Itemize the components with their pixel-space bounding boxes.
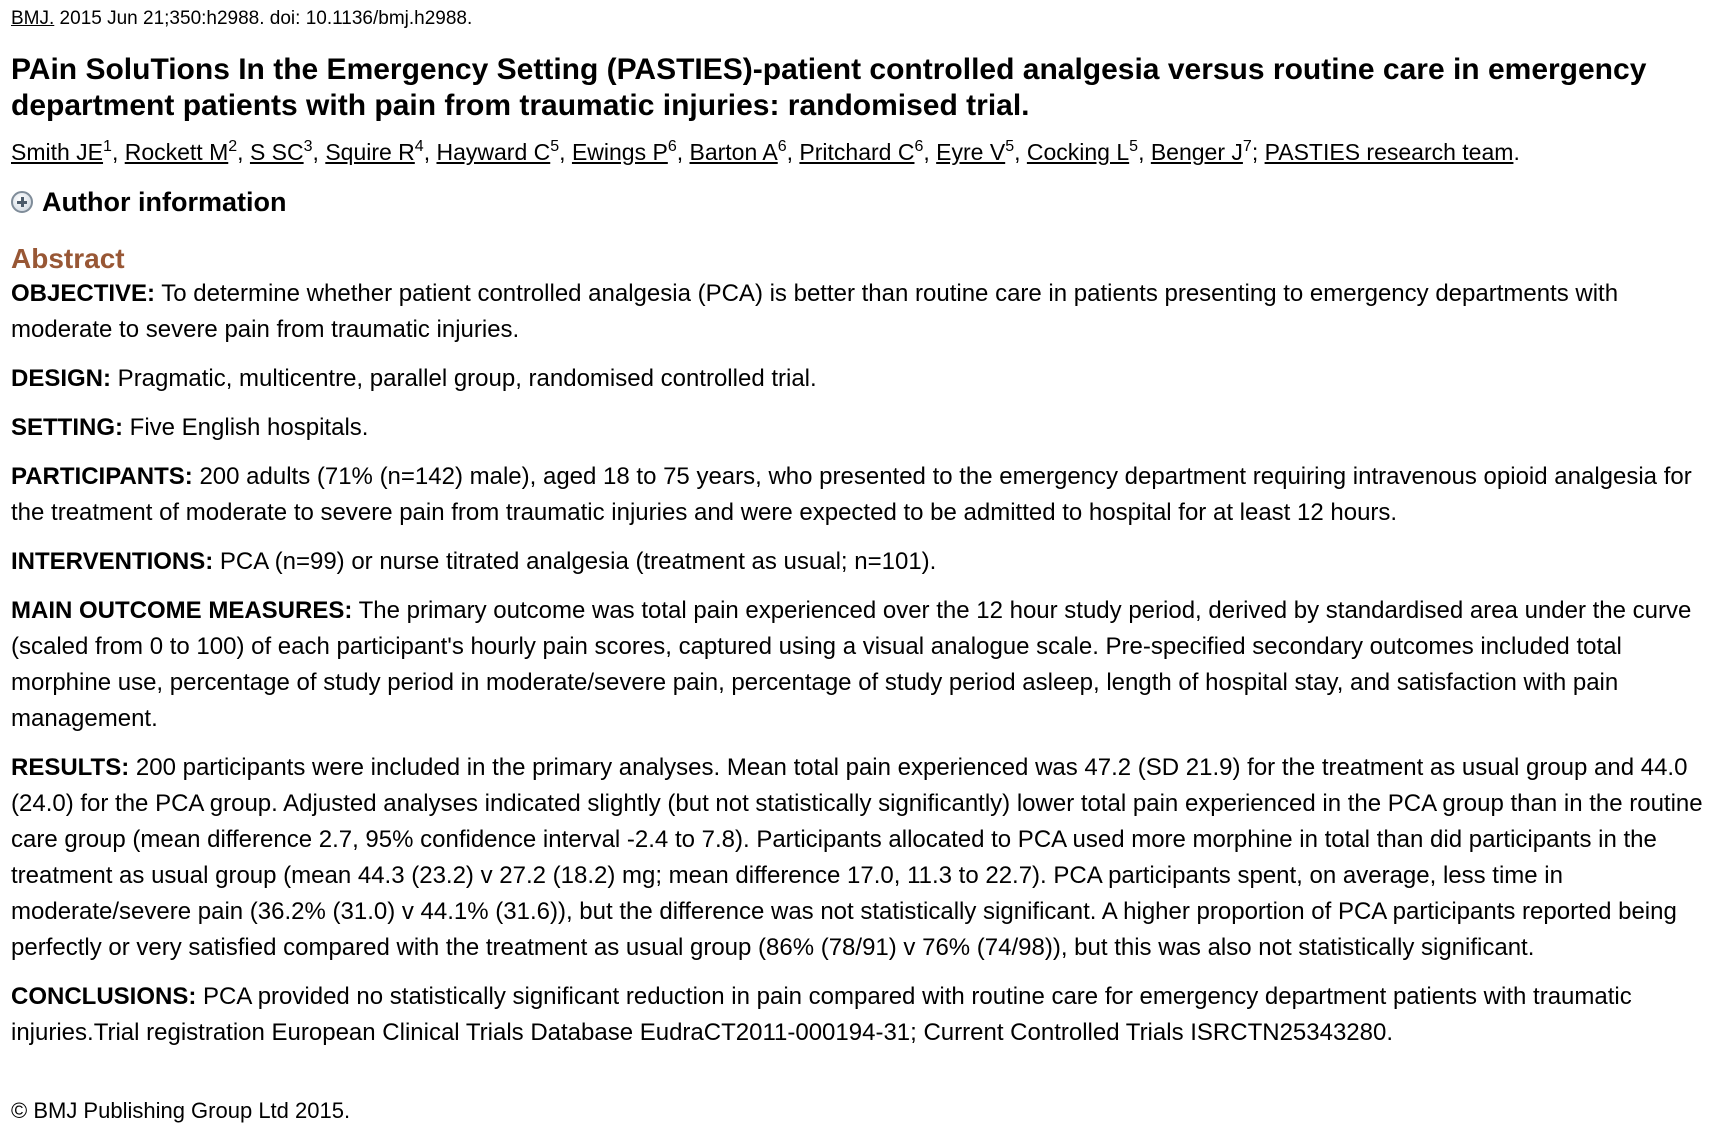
- author-affiliation-number: 6: [667, 138, 677, 155]
- citation-details: 2015 Jun 21;350:h2988. doi: 10.1136/bmj.h2988.: [54, 8, 473, 29]
- abstract-section: [11, 979, 1721, 1051]
- author-link[interactable]: Cocking L: [1026, 139, 1130, 165]
- author-separator: ,: [1014, 139, 1027, 165]
- author-affiliation-number: 5: [1005, 138, 1015, 155]
- author-affiliation-number: 3: [303, 138, 313, 155]
- author-separator: ,: [237, 139, 250, 165]
- author-link[interactable]: Eyre V: [936, 139, 1006, 165]
- section-text: Pragmatic, multicentre, parallel group, randomised controlled trial.: [111, 365, 817, 392]
- section-text: To determine whether patient controlled analgesia (PCA) is better than routine care in patients presenting to emergency departments with moderate to severe pain from traumatic injuries.: [11, 280, 1619, 343]
- author-list-end: .: [1513, 139, 1520, 165]
- author-separator: ,: [1138, 139, 1151, 165]
- author-separator: ,: [923, 139, 937, 165]
- abstract-section: [11, 544, 1721, 580]
- section-text: The primary outcome was total pain experienced over the 12 hour study period, derived by standardised area under the curve (scaled from 0 to 100) of each participant's hourly pain scores, captured using a visual analogue scale. Pre-specified secondary outcomes included total morphine use, percentage of study period in moderate/severe pain, percentage of study period asleep, length of hospital stay, and satisfaction with pain management.: [11, 597, 1692, 732]
- section-label: SETTING:: [11, 414, 123, 441]
- section-label: PARTICIPANTS:: [11, 463, 193, 490]
- author-link[interactable]: Rockett M: [124, 139, 229, 165]
- section-text: PCA (n=99) or nurse titrated analgesia (treatment as usual; n=101).: [213, 548, 937, 575]
- author-separator: ,: [423, 139, 437, 165]
- article-title: PAin SoluTions In the Emergency Setting (PASTIES)-patient controlled analgesia versus routine care in emergency department patients with pain from traumatic injuries: randomised trial.: [11, 53, 1647, 122]
- author-separator: ,: [786, 139, 800, 165]
- journal-link[interactable]: BMJ.: [11, 8, 55, 29]
- section-label: CONCLUSIONS:: [11, 983, 197, 1010]
- expand-plus-icon[interactable]: [11, 191, 33, 213]
- author-link[interactable]: Barton A: [689, 139, 778, 165]
- author-list: [11, 138, 1706, 166]
- author-separator: ,: [111, 139, 125, 165]
- author-separator: ,: [559, 139, 572, 165]
- author-affiliation-number: 4: [414, 138, 424, 155]
- author-affiliation-number: 1: [103, 138, 112, 155]
- section-text: 200 adults (71% (n=142) male), aged 18 to 75 years, who presented to the emergency department requiring intravenous opioid analgesia for the treatment of moderate to severe pain from traumatic injuries and were expected to be admitted to hospital for at least 12 hours.: [11, 463, 1692, 526]
- author-link[interactable]: S SC: [249, 139, 304, 165]
- author-affiliation-number: 6: [777, 138, 787, 155]
- research-team-link[interactable]: PASTIES research team: [1264, 139, 1514, 165]
- abstract-section: [11, 750, 1721, 966]
- abstract-section: [11, 410, 1721, 446]
- section-text: 200 participants were included in the primary analyses. Mean total pain experienced was 47.2 (SD 21.9) for the treatment as usual group and 44.0 (24.0) for the PCA group. Adjusted analyses indicated slightly (but not statistically significantly) lower total pain experienced in the PCA group than in the routine care group (mean difference 2.7, 95% confidence interval -2.4 to 7.8). Participants allocated to PCA used more morphine in total than did participants in the treatment as usual group (mean 44.3 (23.2) v 27.2 (18.2) mg; mean difference 17.0, 11.3 to 22.7). PCA participants spent, on average, less time in moderate/severe pain (36.2% (31.0) v 44.1% (31.6)), but the difference was not statistically significant. A higher proportion of PCA participants reported being perfectly or very satisfied compared with the treatment as usual group (86% (78/91) v 76% (74/98)), but this was also not statistically significant.: [11, 754, 1703, 961]
- abstract-section: [11, 459, 1721, 531]
- section-label: DESIGN:: [11, 365, 112, 392]
- author-affiliation-number: 5: [1129, 138, 1139, 155]
- section-text: Five English hospitals.: [123, 414, 369, 441]
- author-affiliation-number: 5: [550, 138, 560, 155]
- author-affiliation-number: 6: [914, 138, 924, 155]
- section-text: PCA provided no statistically significant reduction in pain compared with routine care for emergency department patients with traumatic injuries.Trial registration European Clinical Trials Database EudraCT2011-000194-31; Current Controlled Trials ISRCTN25343280.: [11, 983, 1632, 1046]
- copyright-line: © BMJ Publishing Group Ltd 2015.: [11, 1098, 351, 1123]
- author-information-toggle[interactable]: [11, 186, 1706, 218]
- author-affiliation-number: 7: [1242, 138, 1252, 155]
- author-separator: ;: [1251, 139, 1265, 165]
- author-link[interactable]: Pritchard C: [799, 139, 915, 165]
- author-link[interactable]: Benger J: [1150, 139, 1243, 165]
- author-separator: ,: [676, 139, 690, 165]
- author-link[interactable]: Smith JE: [11, 139, 104, 165]
- author-affiliation-number: 2: [228, 138, 238, 155]
- section-label: RESULTS:: [11, 754, 130, 781]
- author-information-label: Author information: [42, 187, 287, 217]
- author-link[interactable]: Ewings P: [571, 139, 668, 165]
- author-link[interactable]: Squire R: [325, 139, 415, 165]
- author-link[interactable]: Hayward C: [436, 139, 551, 165]
- abstract-heading: Abstract: [11, 243, 125, 274]
- author-separator: ,: [312, 139, 326, 165]
- abstract-body: [11, 276, 1706, 1051]
- section-label: MAIN OUTCOME MEASURES:: [11, 597, 353, 624]
- section-label: OBJECTIVE:: [11, 280, 156, 307]
- citation-line: [11, 8, 1706, 30]
- abstract-section: [11, 361, 1721, 397]
- section-label: INTERVENTIONS:: [11, 548, 214, 575]
- abstract-section: [11, 593, 1721, 737]
- abstract-section: [11, 276, 1721, 348]
